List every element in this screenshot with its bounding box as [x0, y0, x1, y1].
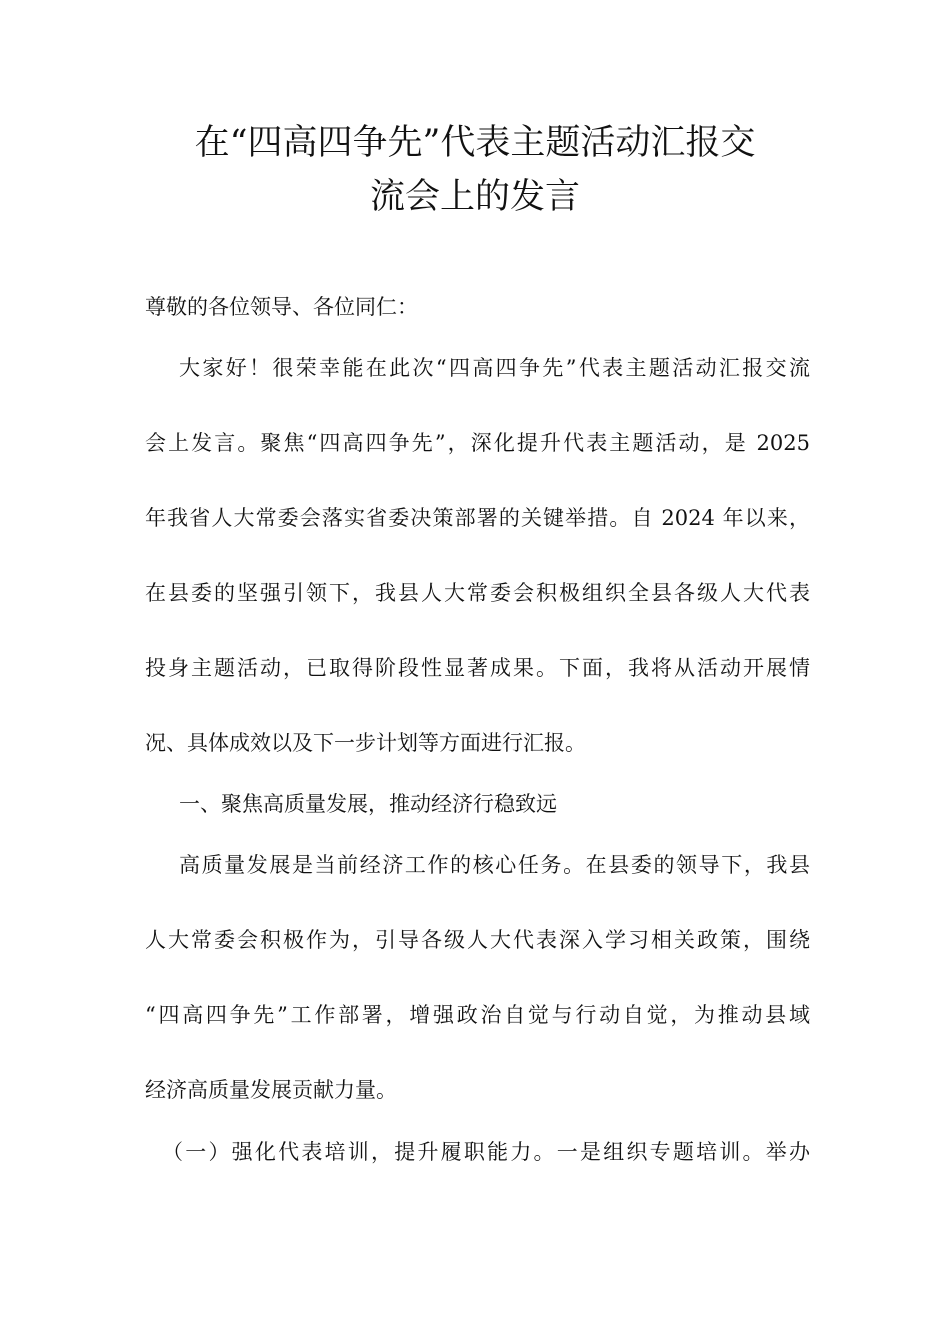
paragraph-3-line-1: （一）强化代表培训，提升履职能力。一是组织专题培训。举办	[162, 1140, 810, 1164]
document-title	[120, 116, 830, 224]
paragraph-2-line-3: “四高四争先”工作部署，增强政治自觉与行动自觉，为推动县域	[145, 1003, 810, 1027]
paragraph-2-line-1: 高质量发展是当前经济工作的核心任务。在县委的领导下，我县	[179, 853, 810, 877]
salutation: 尊敬的各位领导、各位同仁：	[145, 295, 418, 319]
paragraph-1-line-2: 会上发言。聚焦“四高四争先”，深化提升代表主题活动，是 2025	[145, 431, 810, 455]
paragraph-2-line-4: 经济高质量发展贡献力量。	[145, 1078, 397, 1102]
paragraph-1-line-1: 大家好！很荣幸能在此次“四高四争先”代表主题活动汇报交流	[179, 356, 810, 380]
title-line-2: 流会上的发言	[369, 177, 580, 217]
paragraph-1-line-6: 况、具体成效以及下一步计划等方面进行汇报。	[145, 731, 586, 755]
section-heading-1: 一、聚焦高质量发展，推动经济行稳致远	[179, 792, 557, 816]
paragraph-1-line-4: 在县委的坚强引领下，我县人大常委会积极组织全县各级人大代表	[145, 581, 810, 605]
paragraph-1-line-3: 年我省人大常委会落实省委决策部署的关键举措。自 2024 年以来，	[145, 506, 810, 530]
paragraph-2-line-2: 人大常委会积极作为，引导各级人大代表深入学习相关政策，围绕	[145, 928, 810, 952]
paragraph-1-line-5: 投身主题活动，已取得阶段性显著成果。下面，我将从活动开展情	[145, 656, 810, 680]
title-line-1: 在“四高四争先”代表主题活动汇报交	[194, 123, 756, 163]
